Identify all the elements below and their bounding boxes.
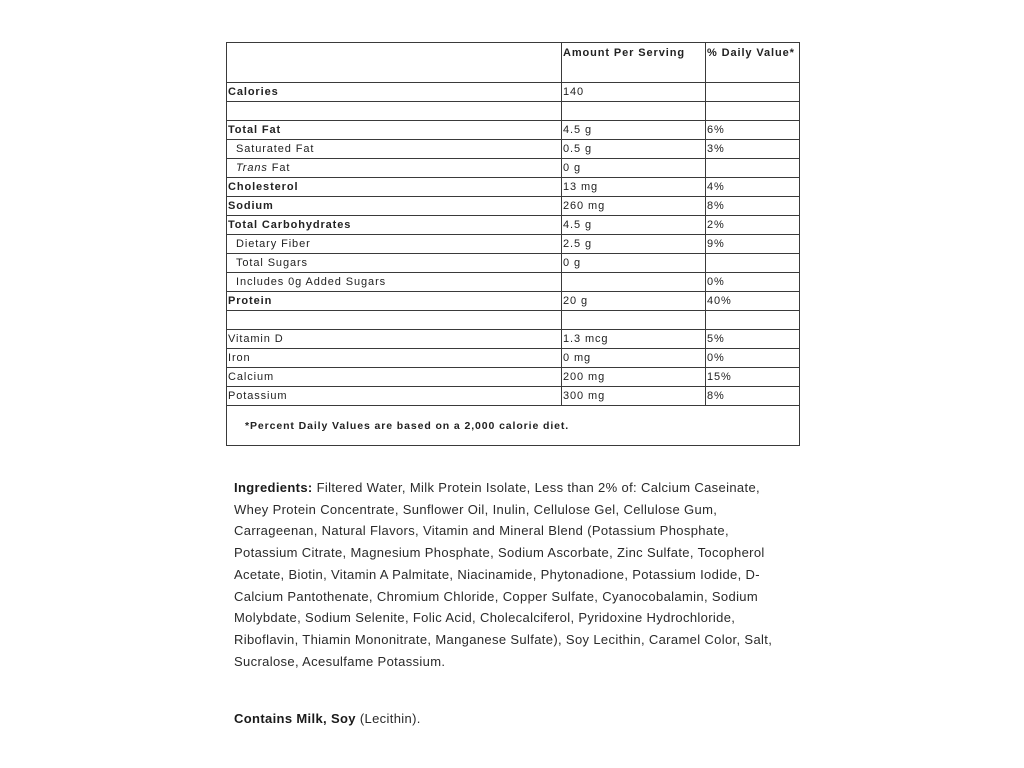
daily-value: 8% — [706, 387, 800, 406]
table-row-cholesterol — [227, 178, 800, 197]
trans-italic-label: Trans — [236, 162, 268, 174]
table-row-spacer — [227, 102, 800, 121]
daily-value — [706, 159, 800, 178]
ingredients-paragraph — [234, 477, 794, 672]
header-nutrient — [227, 43, 562, 83]
ingredients-text: Filtered Water, Milk Protein Isolate, Less than 2% of: Calcium Caseinate, Whey Protein Concentrate, Sunflower Oil, Inulin, Cellulose Gel, Cellulose Gum, Carrageenan, Natural Flavors, Vitamin and Mineral Blend (Potassium Phosphate, Potassium Citrate, Magnesium Phosphate, Sodium Ascorbate, Zinc Sulfate, Tocopherol Acetate, Biotin, Vitamin A Palmitate, Niacinamide, Phytonadione, Potassium Iodide, D-Calcium Pantothenate, Chromium Chloride, Copper Sulfate, Cyanocobalamin, Sodium Molybdate, Sodium Selenite, Folic Acid, Cholecalciferol, Pyridoxine Hydrochloride, Riboflavin, Thiamin Mononitrate, Manganese Sulfate), Soy Lecithin, Caramel Color, Salt, Sucralose, Acesulfame Potassium. — [234, 480, 773, 669]
amount-value: 1.3 mcg — [562, 330, 706, 349]
daily-value: 40% — [706, 292, 800, 311]
table-row-total-carbohydrates — [227, 216, 800, 235]
nutrient-label: Potassium — [227, 387, 562, 406]
daily-value: 2% — [706, 216, 800, 235]
amount-value: 140 — [562, 83, 706, 102]
nutrient-label: Calcium — [227, 368, 562, 387]
table-row-vitamin-d — [227, 330, 800, 349]
daily-value: 5% — [706, 330, 800, 349]
daily-value: 0% — [706, 349, 800, 368]
contains-text: (Lecithin). — [355, 711, 421, 726]
nutrient-label: Total Fat — [227, 121, 562, 140]
daily-value: 15% — [706, 368, 800, 387]
amount-value: 260 mg — [562, 197, 706, 216]
daily-value: 0% — [706, 273, 800, 292]
allergen-statement — [234, 709, 794, 729]
daily-value: 6% — [706, 121, 800, 140]
table-row-calcium — [227, 368, 800, 387]
table-row-total-sugars — [227, 254, 800, 273]
table-row-added-sugars — [227, 273, 800, 292]
daily-value: 4% — [706, 178, 800, 197]
nutrient-label: Dietary Fiber — [227, 235, 562, 254]
daily-value-footnote: *Percent Daily Values are based on a 2,000 calorie diet. — [227, 406, 800, 446]
ingredients-label: Ingredients: — [234, 480, 313, 495]
daily-value: 8% — [706, 197, 800, 216]
nutrient-label: Saturated Fat — [227, 140, 562, 159]
contains-label: Contains Milk, Soy — [234, 711, 356, 726]
nutrient-label: Vitamin D — [227, 330, 562, 349]
nutrition-table — [226, 42, 800, 446]
amount-value: 13 mg — [562, 178, 706, 197]
table-row-sodium — [227, 197, 800, 216]
amount-value — [562, 102, 706, 121]
amount-value: 300 mg — [562, 387, 706, 406]
nutrient-label — [227, 311, 562, 330]
table-row-trans-fat — [227, 159, 800, 178]
amount-value — [562, 273, 706, 292]
table-row-spacer — [227, 311, 800, 330]
nutrient-label: Cholesterol — [227, 178, 562, 197]
daily-value — [706, 254, 800, 273]
amount-value: 2.5 g — [562, 235, 706, 254]
amount-value: 0 g — [562, 159, 706, 178]
amount-value: 0.5 g — [562, 140, 706, 159]
daily-value — [706, 102, 800, 121]
table-row-saturated-fat — [227, 140, 800, 159]
header-daily-value: % Daily Value* — [706, 43, 800, 83]
amount-value — [562, 311, 706, 330]
nutrient-label: Protein — [227, 292, 562, 311]
nutrient-label — [227, 102, 562, 121]
nutrient-label: Includes 0g Added Sugars — [227, 273, 562, 292]
daily-value — [706, 83, 800, 102]
table-row-protein — [227, 292, 800, 311]
nutrient-label: Total Carbohydrates — [227, 216, 562, 235]
daily-value: 3% — [706, 140, 800, 159]
nutrient-label: Total Sugars — [227, 254, 562, 273]
table-row-iron — [227, 349, 800, 368]
table-row-potassium — [227, 387, 800, 406]
amount-value: 0 g — [562, 254, 706, 273]
amount-value: 20 g — [562, 292, 706, 311]
table-row-calories — [227, 83, 800, 102]
nutrient-label: Calories — [227, 83, 562, 102]
nutrient-label — [227, 159, 562, 178]
table-row-dietary-fiber — [227, 235, 800, 254]
table-header-row — [227, 43, 800, 83]
trans-rest-label: Fat — [267, 162, 291, 174]
amount-value: 200 mg — [562, 368, 706, 387]
nutrition-facts-panel — [226, 42, 799, 446]
amount-value: 4.5 g — [562, 216, 706, 235]
daily-value — [706, 311, 800, 330]
table-row-total-fat — [227, 121, 800, 140]
nutrient-label: Sodium — [227, 197, 562, 216]
amount-value: 4.5 g — [562, 121, 706, 140]
daily-value: 9% — [706, 235, 800, 254]
amount-value: 0 mg — [562, 349, 706, 368]
header-amount: Amount Per Serving — [562, 43, 706, 83]
table-footnote-row — [227, 406, 800, 446]
nutrient-label: Iron — [227, 349, 562, 368]
